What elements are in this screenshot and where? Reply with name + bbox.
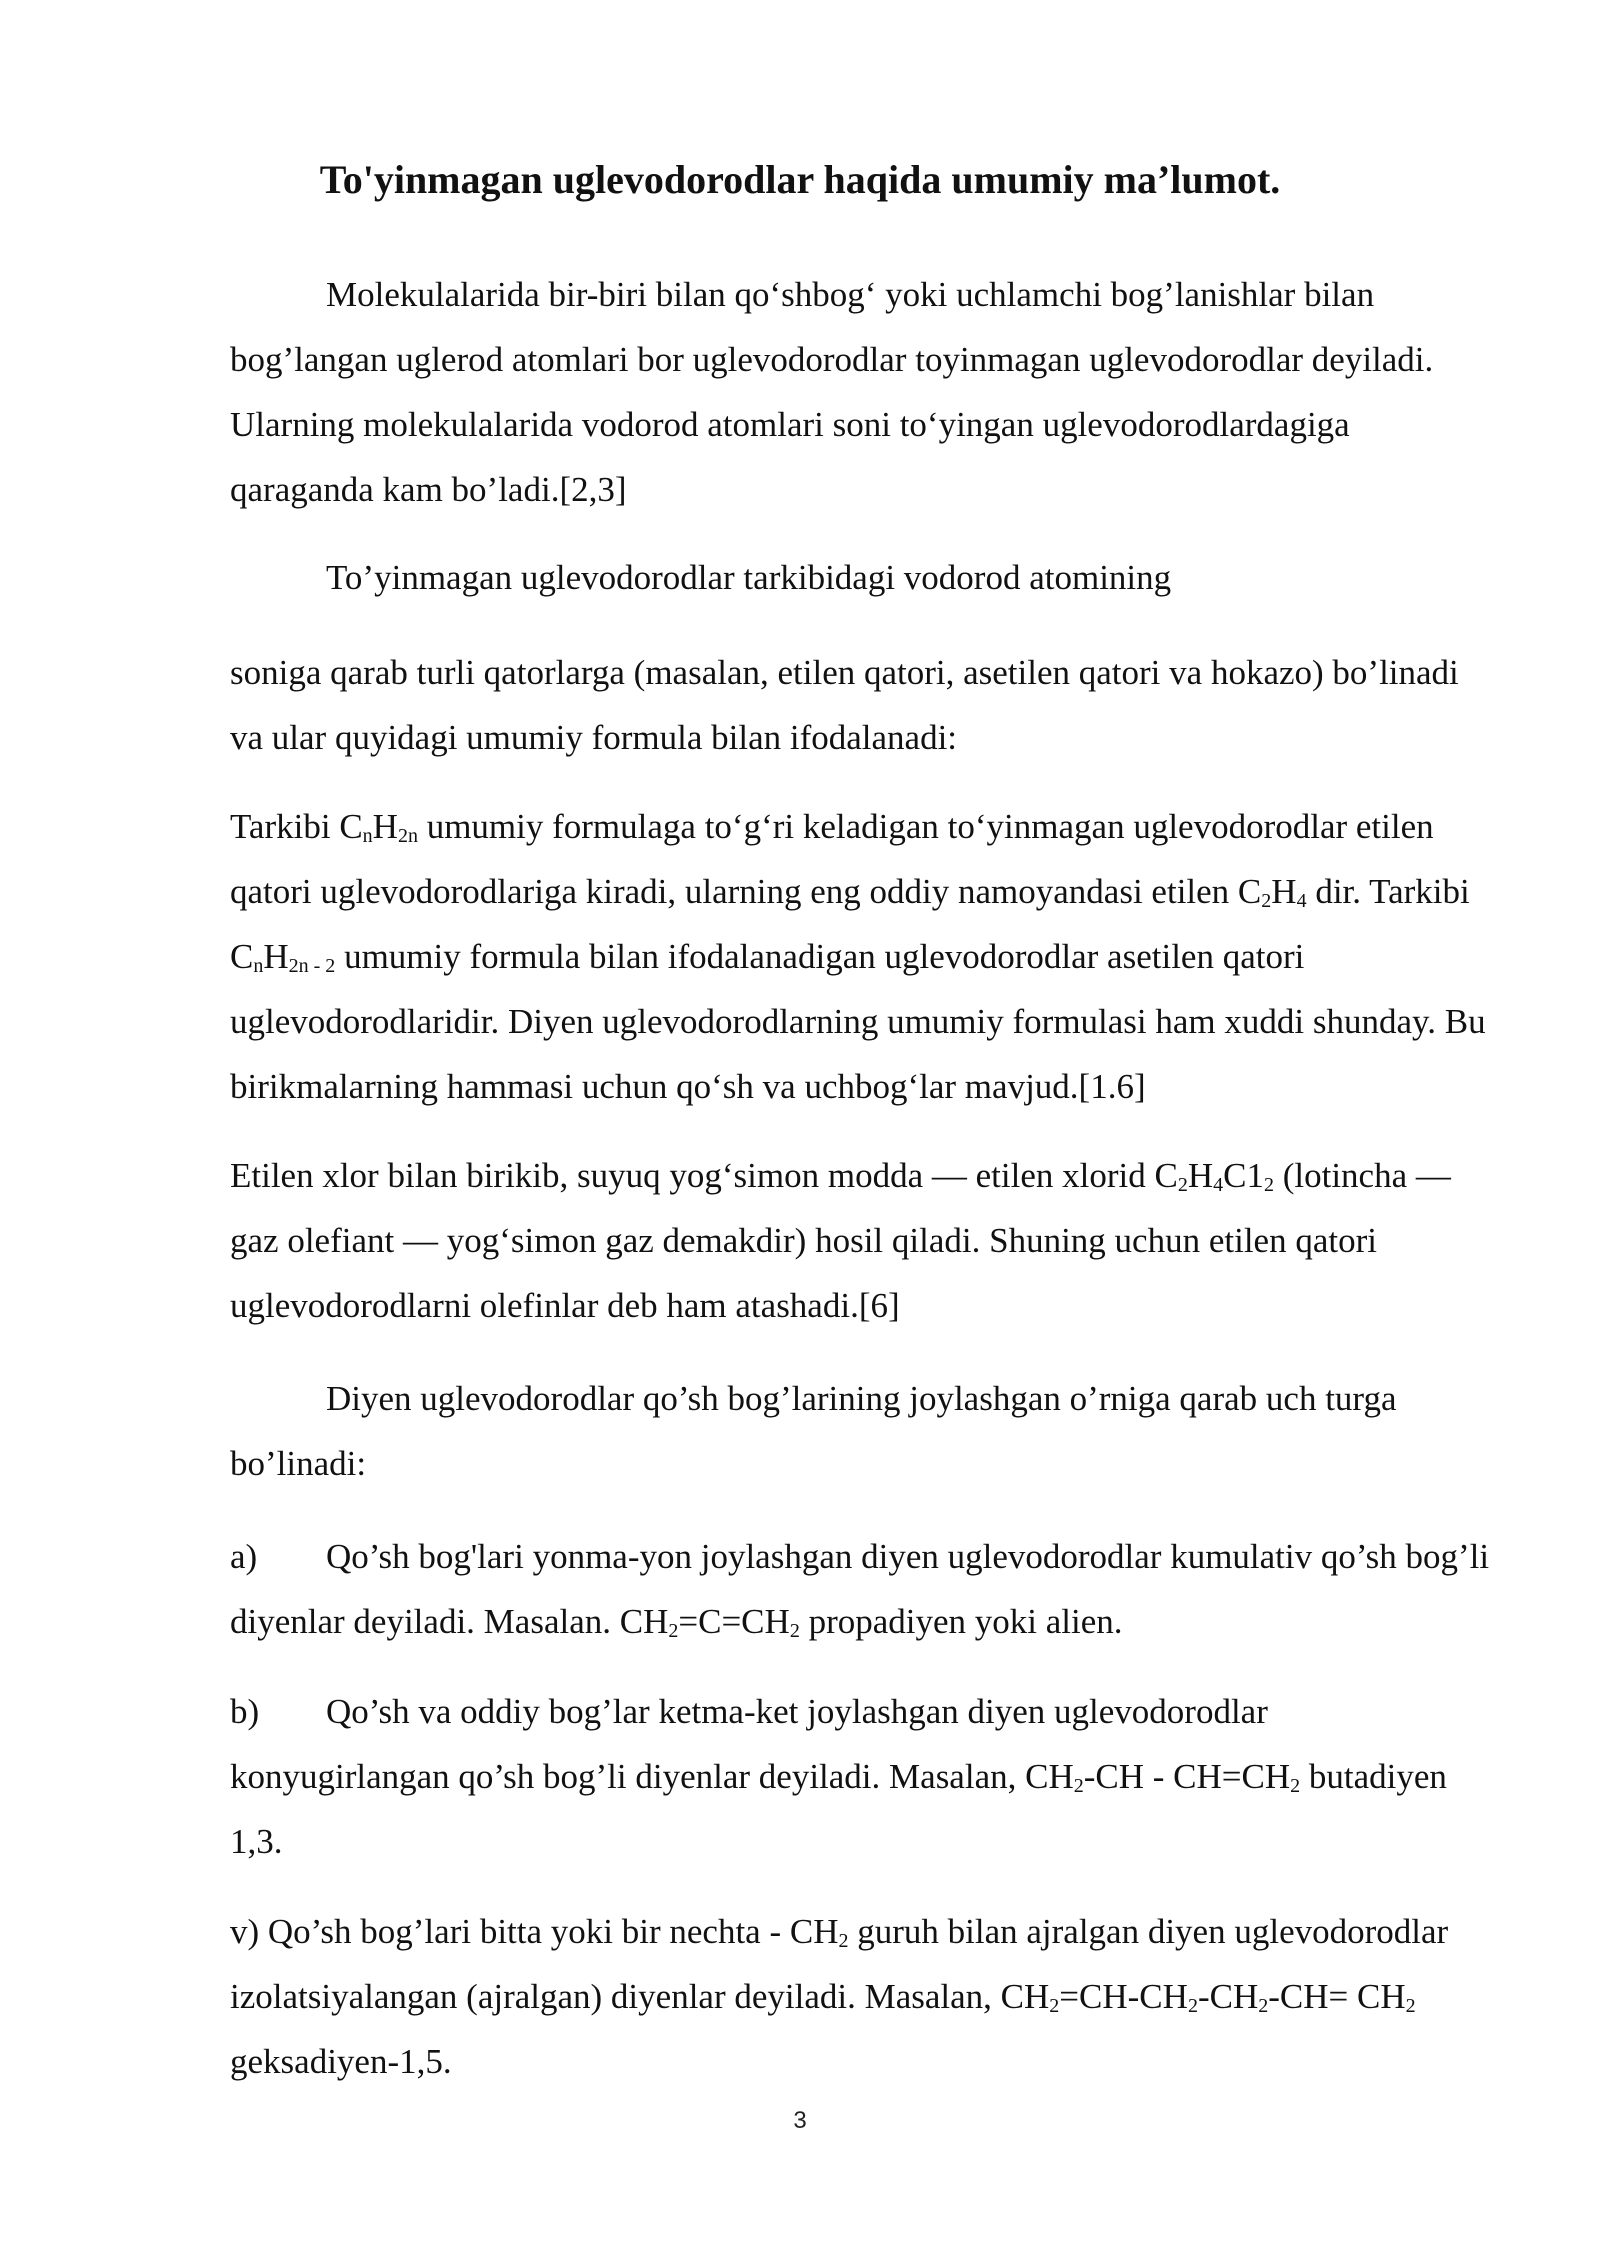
text-run: Qo’sh bog'lari yonma-yon joylashgan diyen uglevodorodlar kumulativ qo’sh bog’li diyenlar deyiladi. Masalan. CH: [230, 1537, 1490, 1641]
paragraph-classification: soniga qarab turli qatorlarga (masalan, etilen qatori, asetilen qatori va hokazo) bo’linadi va ular quyidagi umumiy formula bilan ifodalanadi:: [230, 653, 1459, 757]
text-run: =CH-CH: [1059, 1977, 1188, 2016]
text-run: H: [1187, 1156, 1214, 1195]
text-run: C1: [1223, 1156, 1264, 1195]
text-run: umumiy formulaga to‘g‘ri keladigan to‘yinmagan uglevodorodlar etilen qatori uglevodorodlariga kiradi, ularning eng oddiy namoyandasi etilen C: [230, 807, 1434, 911]
subscript: 2: [1187, 1995, 1198, 2017]
text-run: v) Qo’sh bog’lari bitta yoki bir nechta - CH: [230, 1912, 839, 1951]
subscript: 2: [1405, 1995, 1416, 2017]
subscript: 2n: [397, 825, 418, 847]
list-item-a: [230, 1524, 1490, 1654]
subscript: 2: [1177, 1174, 1188, 1196]
paragraph-definition: Molekulalarida bir-biri bilan qo‘shbog‘ yoki uchlamchi bog’lanishlar bilan bog’langan uglerod atomlari bor uglevodorodlar toyinmagan uglevodorodlar deyiladi. Ularning molekulalarida vodorod atomlari soni to‘yingan uglevodorodlardagiga qaraganda kam bo’ladi.[2,3]: [230, 275, 1434, 509]
page-title: To'yinmagan uglevodorodlar haqida umumiy ma’lumot.: [319, 157, 1281, 202]
text-run: -CH: [1197, 1977, 1259, 2016]
paragraph-formulas: [230, 794, 1490, 1119]
text-run: =C=CH: [678, 1602, 790, 1641]
subscript: 2: [838, 1930, 849, 1952]
list-item-b: [230, 1679, 1490, 1874]
subscript: 2: [1290, 1775, 1301, 1797]
text-run: (lotincha — gaz olefiant — yog‘simon gaz demakdir) hosil qiladi. Shuning uchun etilen qatori uglevodorodlarni olefinlar deb ham atashadi.[6]: [230, 1156, 1451, 1325]
text-run: guruh bilan ajralgan diyen uglevodorodlar izolatsiyalangan (ajralgan) diyenlar deyiladi. Masalan, CH: [230, 1912, 1449, 2016]
paragraph-intro: To’yinmagan uglevodorodlar tarkibidagi vodorod atomining: [326, 558, 1172, 597]
text-run: H: [372, 807, 398, 846]
text-run: -CH= CH: [1268, 1977, 1406, 2016]
subscript: 2: [1049, 1995, 1060, 2017]
text-run: geksadiyen-1,5.: [230, 2042, 452, 2081]
subscript: 2: [1263, 1174, 1274, 1196]
text-run: Etilen xlor bilan birikib, suyuq yog‘simon modda — etilen xlorid C: [230, 1156, 1178, 1195]
subscript: n: [253, 955, 264, 977]
subscript: 2: [1258, 1995, 1269, 2017]
text-run: Qo’sh va oddiy bog’lar ketma-ket joylashgan diyen uglevodorodlar konyugirlangan qo’sh bog’li diyenlar deyiladi. Masalan, CH: [230, 1692, 1268, 1796]
subscript: 2n - 2: [288, 955, 336, 977]
text-run: dir. Tarkibi C: [230, 872, 1470, 976]
subscript: 2: [1073, 1775, 1084, 1797]
subscript: 2: [668, 1620, 679, 1642]
subscript: 4: [1213, 1174, 1224, 1196]
subscript: 2: [789, 1620, 800, 1642]
text-run: propadiyen yoki alien.: [799, 1602, 1123, 1641]
list-marker: a): [230, 1537, 258, 1576]
subscript: 2: [1261, 890, 1272, 912]
subscript: 4: [1296, 890, 1307, 912]
text-run: H: [1271, 872, 1297, 911]
list-marker: b): [230, 1692, 260, 1731]
subscript: n: [362, 825, 373, 847]
page-number: 3: [793, 2107, 807, 2134]
paragraph-ethylene-chloride: [230, 1143, 1490, 1338]
text-run: butadiyen 1,3.: [230, 1757, 1447, 1861]
text-run: H: [263, 937, 289, 976]
paragraph-diene-types: Diyen uglevodorodlar qo’sh bog’larining joylashgan o’rniga qarab uch turga bo’linadi:: [230, 1379, 1397, 1483]
list-item-v: [230, 1899, 1490, 2094]
text-run: -CH - CH=CH: [1083, 1757, 1291, 1796]
text-run: umumiy formula bilan ifodalanadigan uglevodorodlar asetilen qatori uglevodorodlaridir. Diyen uglevodorodlarning umumiy formulasi ham xuddi shunday. Bu birikmalarning hammasi uchun qo‘sh va uchbog‘lar mavjud.[1.6]: [230, 937, 1486, 1106]
text-run: Tarkibi C: [230, 807, 363, 846]
